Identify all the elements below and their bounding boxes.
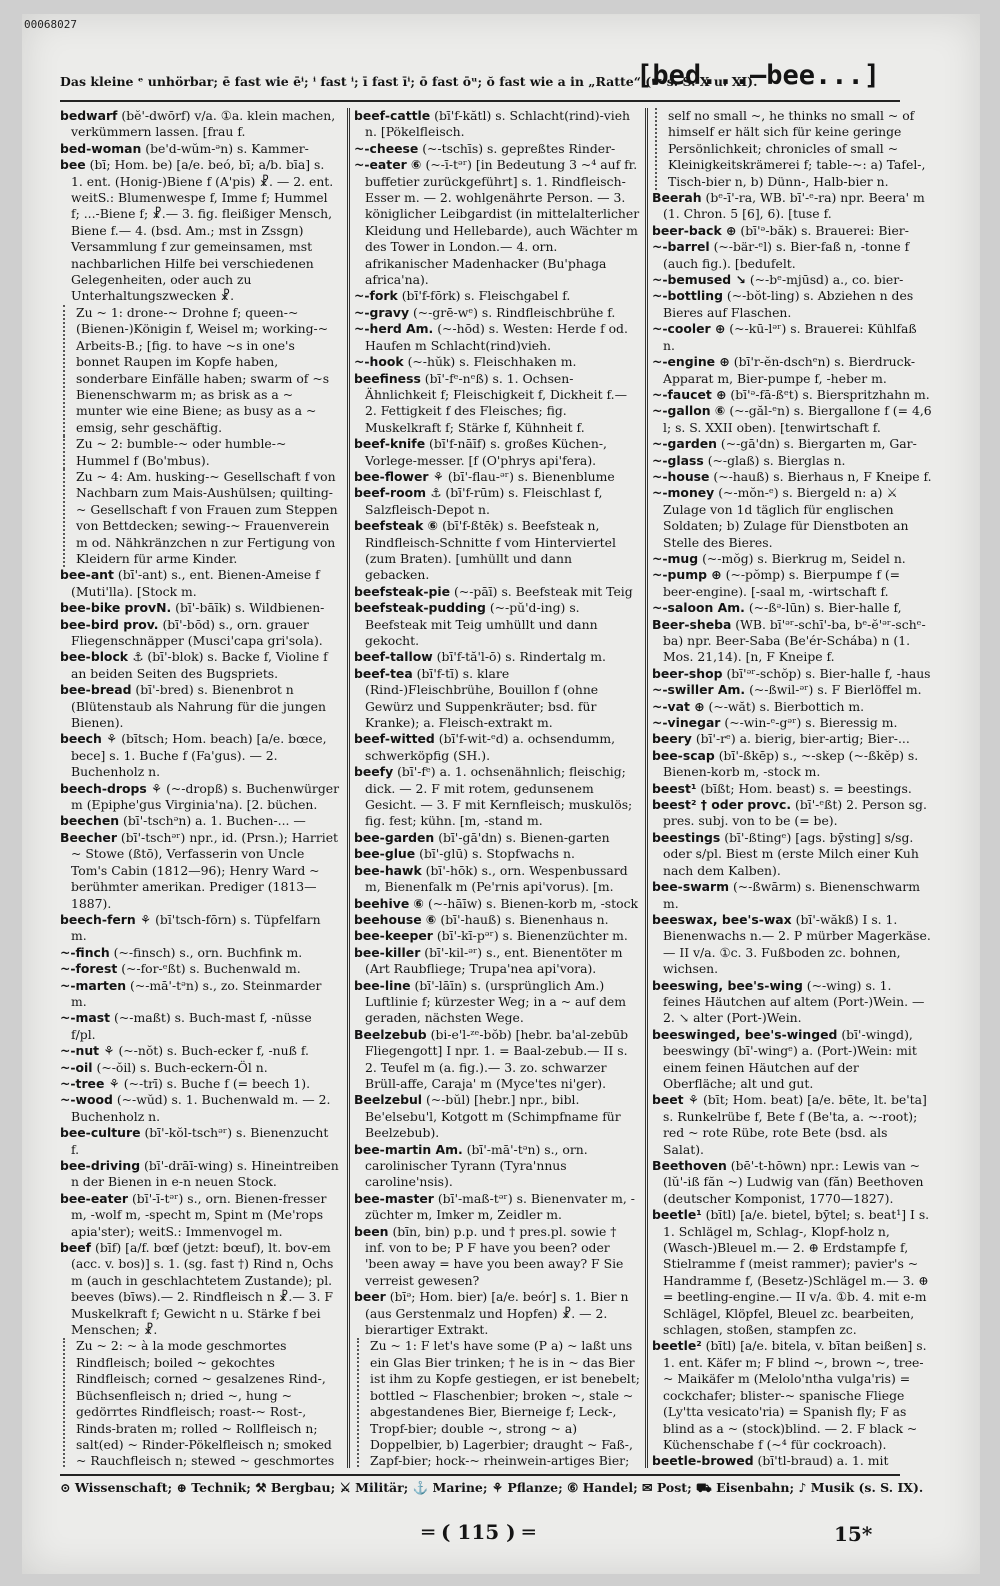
dictionary-entry: beefy (bī'-fᵉ) a. 1. ochsenähnlich; fleischig; dick. — 2. F mit rotem, gedunsenem Gesicht. — 3. F mit Kernfleisch; muskulös; fig. fest; kühn. [m, -stand m. — [354, 764, 633, 829]
headword: ~-vat ⊕ — [652, 698, 705, 714]
sub-entry: Zu ~ 2: bumble-~ oder humble-~ Hummel f (Bo'mbus). — [60, 436, 340, 469]
headword: beest¹ — [652, 780, 697, 796]
headword: ~-tree ⚘ — [60, 1075, 120, 1091]
dictionary-entry: bee-keeper (bī'-kī-pᵊʳ) s. Bienenzüchter m. — [354, 928, 628, 944]
headword: ~-garden — [652, 436, 717, 452]
headword: bee-block ⚓ — [60, 649, 144, 665]
dictionary-entry: ~-faucet ⊕ (bī'ᵊ-fā-ßᵉt) s. Bierspritzhahn m. — [652, 386, 930, 402]
dictionary-entry: beestings (bī'-ßtingᵉ) [ags. bȳsting] s/sg. oder s/pl. Biest m (erste Milch einer Kuh nach dem Kalben). — [652, 829, 919, 878]
dictionary-entry: ~-swiller Am. (~-ßwil-ᵊʳ) s. F Bierlöffel m. — [652, 682, 922, 698]
headword: bee-culture — [60, 1125, 141, 1141]
dictionary-entry: ~-barrel (~-bär-ᵉl) s. Bier-faß n, -tonne f (auch fig.). [bedufelt. — [652, 239, 910, 271]
dictionary-entry: beech-fern ⚘ (bī'tsch-fōrn) s. Tüpfelfarn m. — [60, 911, 321, 944]
dictionary-entry: bee-scap (bī'-ßkēp) s., ~-skep (~-ßkĕp) s. Bienen-korb m, -stock m. — [652, 747, 919, 780]
dictionary-entry: beetle² (bītl) [a/e. bitela, v. bītan beißen] s. 1. ent. Käfer m; F blind ~, brown ~, tree-~ Maikäfer m (Melolo'ntha vulga'ris) = cockchafer; blister-~ spanische Fliege (Ly'tta vesicato'ria) = Spanish fly; F as blind as a ~ (stock)blind. — 2. F black ~ Küchenschabe f (~⁴ für cockroach). — [652, 1338, 927, 1452]
headword: bee-line — [354, 977, 411, 993]
dictionary-entry: beehive ⑥ (~-hāīw) s. Bienen-korb m, -stock — [354, 895, 639, 911]
headword: beer-shop — [652, 665, 723, 681]
dictionary-entry: beech ⚘ (bītsch; Hom. beach) [a/e. bœce, bece] s. 1. Buche f (Fa'gus). — 2. Buchenholz n. — [60, 731, 327, 780]
dictionary-entry: ~-gallon ⑥ (~-găl-ᵉn) s. Biergallone f (= 4,6 l; s. S. XXII oben). [tenwirtschaft f. — [652, 403, 932, 435]
headword: beech-fern ⚘ — [60, 911, 152, 927]
headword: ~-engine ⊕ — [652, 354, 730, 370]
headword: beeswax, bee's-wax — [652, 911, 792, 927]
dictionary-entry: ~-cooler ⊕ (~-kū-lᵊʳ) s. Brauerei: Kühlfaß n. — [652, 321, 917, 353]
headword: beechen — [60, 813, 120, 829]
headword: ~-finch — [60, 944, 110, 960]
dictionary-entry: been (bīn, bin) p.p. und † pres.pl. sowie † inf. von to be; P F have you been? oder 'been away = have you been away? F Sie verreist gewesen? — [354, 1223, 624, 1288]
footer-rule — [60, 1474, 900, 1476]
headword: bee-swarm — [652, 879, 730, 895]
dictionary-entry: ~-vat ⊕ (~-wăt) s. Bierbottich m. — [652, 698, 865, 714]
headword: bee-bird prov. — [60, 616, 159, 632]
dictionary-entry: beef-tallow (bī'f-tă'l-ō) s. Rindertalg m. — [354, 649, 606, 665]
sub-entry: self no small ~, he thinks no small ~ of himself er hält sich für keine geringe Persönlichkeit; chronicles of small ~ Kleinigkeitskrämerei f; table-~: a) Tafel-, Tisch-bier n, b) Dünn-, Halb-bier n. — [652, 108, 932, 190]
dictionary-entry: ~-saloon Am. (~-ßᵊ-lūn) s. Bier-halle f, — [652, 600, 902, 616]
headword: ~-fork — [354, 288, 398, 304]
pronunciation-key: Das kleine ᵉ unhörbar; ē fast wie ēⁱ; ⁱ fast ⁱ; ī fast īⁱ; ō fast ōᵘ; ŏ fast wie a in „Ratte“ (☛ s. S. X u. XI). — [60, 74, 758, 89]
signature-mark: 15* — [834, 1522, 873, 1546]
dictionary-entry: ~-cheese (~-tschīs) s. gepreßtes Rinder- — [354, 140, 616, 156]
column-divider — [645, 108, 648, 1468]
dictionary-entry: beest¹ (bīßt; Hom. beast) s. = beestings. — [652, 780, 912, 796]
headword: ~-bemused ↘ — [652, 272, 746, 288]
dictionary-entry: beeswax, bee's-wax (bī'-wăkß) I s. 1. Bienenwachs n.— 2. P mürber Magerkäse.— II v/a. ①c. 3. Fußboden zc. bohnen, wichsen. — [652, 911, 931, 977]
headword: been — [354, 1223, 389, 1239]
headword: bee-driving — [60, 1158, 141, 1173]
dictionary-entry: beefiness (bī'-fᵉ-nᵉß) s. 1. Ochsen-Ähnlichkeit f; Fleischigkeit f, Dickheit f.— 2. Fettigkeit f des Fleisches; fig. Muskelkraft f; Stärke f, Kühnheit f. — [354, 370, 627, 435]
dictionary-entry: ~-fork (bī'f-fōrk) s. Fleischgabel f. — [354, 288, 571, 304]
dictionary-entry: bee-bird prov. (bī'-bōd) s., orn. grauer Fliegenschnäpper (Musci'capa gri'sola). — [60, 616, 323, 648]
dictionary-entry: bee-killer (bī'-kil-ᵊʳ) s., ent. Bienentöter m (Art Raubfliege; Trupa'nea api'vora). — [354, 944, 623, 977]
header-rule — [60, 100, 900, 102]
headword: ~-gravy — [354, 304, 410, 320]
headword: ~-herd Am. — [354, 321, 434, 337]
dictionary-entry: bee-ant (bī'-ant) s., ent. Bienen-Ameise f (Muti'lla). [Stock m. — [60, 567, 320, 599]
dictionary-entry: ~-hook (~-hŭk) s. Fleischhaken m. — [354, 354, 577, 370]
headword: Beer-sheba — [652, 616, 732, 632]
dictionary-entry: bee-culture (bī'-kŏl-tschᵊʳ) s. Bienenzucht f. — [60, 1125, 329, 1157]
dictionary-entry: ~-mug (~-mŏg) s. Bierkrug m, Seidel n. — [652, 550, 906, 566]
sub-entry: Zu ~ 4: Am. husking-~ Gesellschaft f von Nachbarn zum Mais-Aushülsen; quilting-~ Gesellschaft f von Frauen zum Steppen von Bettdecken; sewing-~ Frauenverein m od. Nähkränzchen n zur Fertigung von Kleidern für arme Kinder. — [60, 469, 340, 567]
headword: ~-cheese — [354, 140, 419, 156]
dictionary-entry: bee-martin Am. (bī'-mā'-tᵊn) s., orn. carolinischer Tyrann (Tyra'nnus caroline'nsis). — [354, 1141, 588, 1190]
dictionary-entry: beetle¹ (bītl) [a/e. bietel, bȳtel; s. beat¹] I s. 1. Schlägel m, Schlag-, Klopf-holz n, (Wasch-)Bleuel m.— 2. ⊕ Erdstampfe f, Stielramme f (meist rammer); pavier's ~ Handramme f, (Besetz-)Schlägel m.— 3. ⊕ = beetling-engine.— II v/a. ①b. 4. mit e-m Schlägel, Klöpfel, Bleuel zc. bearbeiten, schlagen, stoßen, stampfen zc. — [652, 1207, 930, 1338]
headword: ~-nut ⚘ — [60, 1043, 115, 1059]
column-2 — [354, 108, 640, 1468]
dictionary-entry: bed-woman (be'd-wŭm-ᵊn) s. Kammer- — [60, 140, 309, 156]
headword: beetle² — [652, 1338, 702, 1354]
dictionary-entry: ~-money (~-mŏn-ᵉ) s. Biergeld n: a) ⚔ Zulage von 1d täglich für englischen Soldaten; b) Zulage für Dienstboten an Stelle des Bieres. — [652, 485, 909, 550]
dictionary-entry: ~-finch (~-finsch) s., orn. Buchfink m. — [60, 944, 303, 960]
dictionary-entry: bee-glue (bī'-glū) s. Stopfwachs n. — [354, 846, 575, 862]
headword: ~-forest — [60, 961, 118, 977]
headword: ~-oil — [60, 1059, 93, 1075]
headword: ~-pump ⊕ — [652, 567, 722, 583]
headword: ~-wood — [60, 1092, 113, 1108]
dictionary-entry: ~-glass (~-glaß) s. Bierglas n. — [652, 452, 846, 468]
dictionary-entry: ~-mast (~-maßt) s. Buch-mast f, -nüsse f/pl. — [60, 1010, 312, 1042]
dictionary-entry: ~-forest (~-for-ᵉßt) s. Buchenwald m. — [60, 961, 301, 977]
sub-entry: Zu ~ 1: drone-~ Drohne f; queen-~ (Bienen-)Königin f, Weisel m; working-~ Arbeits-B.; [fig. to have ~s in one's bonnet Raupen im Kopfe haben, sonderbare Einfälle haben; swarm of ~s Bienenschwarm m; as brisk as a ~ munter wie eine Biene; as busy as a ~ emsig, sehr geschäftig. — [60, 305, 340, 436]
headword: Beethoven — [652, 1158, 727, 1173]
headword: beef-witted — [354, 731, 435, 747]
dictionary-entry: beef-knife (bī'f-nāīf) s. großes Küchen-, Vorlege-messer. [f (O'phrys api'fera). — [354, 436, 607, 468]
dictionary-entry: bee-driving (bī'-drāī-wing) s. Hineintreiben n der Bienen in e-n neuen Stock. — [60, 1158, 339, 1190]
headword: Beecher — [60, 829, 117, 845]
headword: ~-mast — [60, 1010, 111, 1026]
headword: bee-martin Am. — [354, 1141, 463, 1157]
headword: beefiness — [354, 370, 421, 386]
dictionary-entry: beer (bīᵊ; Hom. bier) [a/e. beór] s. 1. Bier n (aus Gerstenmalz und Hopfen) ☧. — 2. bierartiger Extrakt. — [354, 1289, 629, 1338]
page-number: ═ ( 115 ) ═ — [422, 1520, 535, 1544]
dictionary-entry: ~-bemused ↘ (~-bᵉ-mjūsd) a., co. bier- — [652, 272, 904, 288]
headword: bee-hawk — [354, 862, 422, 878]
dictionary-entry: Beerah (bᵉ-ī'-ra, WB. bī'-ᵉ-ra) npr. Beera' m (1. Chron. 5 [6], 6). [tuse f. — [652, 190, 925, 222]
columns — [60, 108, 932, 1468]
headword: beef-tallow — [354, 649, 433, 665]
headword: beefsteak-pudding — [354, 600, 486, 616]
dictionary-entry: ~-bottling (~-bŏt-ling) s. Abziehen n des Bieres auf Flaschen. — [652, 288, 914, 320]
dictionary-entry: Beelzebul (~-bŭl) [hebr.] npr., bibl. Be'elsebu'l, Kotgott m (Schimpfname für Beelzebub). — [354, 1092, 621, 1141]
dictionary-entry: ~-pump ⊕ (~-pŏmp) s. Bierpumpe f (= beer-engine). [-saal m, -wirtschaft f. — [652, 567, 901, 599]
headword: beeswinged, bee's-winged — [652, 1026, 838, 1042]
headword: beer-back ⊕ — [652, 222, 737, 238]
sub-entry: Zu ~ 1: F let's have some (P a) ~ laßt uns ein Glas Bier trinken; † he is in ~ das Bier ist ihm zu Kopfe gestiegen, er ist benebelt; bottled ~ Flaschenbier; broken ~, stale ~ abgestandenes Bier, Bierneige f; Leck-, Tropf-bier; double ~, strong ~ a) Doppelbier, b) Lagerbier; draught ~ Faß-, Zapf-bier; hock-~ rheinwein-artiges Bier; — [354, 1338, 640, 1468]
headword: ~-cooler ⊕ — [652, 321, 726, 337]
headword: bee-master — [354, 1190, 434, 1206]
headword: beet ⚘ — [652, 1092, 700, 1108]
headword: beeswing, bee's-wing — [652, 977, 803, 993]
headword: bee — [60, 157, 86, 173]
headword: beest² † oder provc. — [652, 797, 792, 813]
headword: bed-woman — [60, 140, 142, 156]
headword: ~-swiller Am. — [652, 682, 746, 698]
dictionary-entry: bee-block ⚓ (bī'-blok) s. Backe f, Violine f an beiden Seiten des Bugspriets. — [60, 649, 328, 681]
headword: bedwarf — [60, 108, 118, 123]
dictionary-entry: beef-tea (bī'f-tī) s. klare (Rind-)Fleischbrühe, Bouillon f (ohne Gewürz und Suppenkräuter; bsd. für Kranke); a. Fleisch-extrakt m. — [354, 665, 599, 731]
headword: ~-vinegar — [652, 715, 721, 731]
dictionary-entry: bee-bike provN. (bī'-bāīk) s. Wildbienen- — [60, 600, 325, 616]
dictionary-entry: beechen (bī'-tschᵊn) a. 1. Buchen-... — — [60, 813, 306, 829]
dictionary-entry: ~-engine ⊕ (bī'r-ĕn-dschᵉn) s. Bierdruck-Apparat m, Bier-pumpe f, -heber m. — [652, 354, 916, 386]
headword: beef-knife — [354, 436, 426, 452]
headword: ~-saloon Am. — [652, 600, 745, 616]
headword: bee-glue — [354, 846, 416, 862]
headword: beef-cattle — [354, 108, 431, 123]
dictionary-entry: ~-herd Am. (~-hōd) s. Westen: Herde f od. Haufen m Schlacht(rind)vieh. — [354, 321, 628, 353]
headword: ~-faucet ⊕ — [652, 386, 727, 402]
dictionary-entry: ~-vinegar (~-win-ᵉ-gᵊʳ) s. Bieressig m. — [652, 715, 898, 731]
dictionary-entry: beer-shop (bī'ᵊʳ-schŏp) s. Bier-halle f, -haus — [652, 665, 931, 681]
headword: beehive ⑥ — [354, 895, 425, 911]
headword: bee-bike provN. — [60, 600, 172, 616]
dictionary-entry: beest² † oder provc. (bī'-ᵉßt) 2. Person sg. pres. subj. von to be (= be). — [652, 797, 927, 829]
headword: beehouse ⑥ — [354, 911, 437, 927]
headword: beery — [652, 731, 692, 747]
symbol-legend: ⊙ Wissenschaft; ⊕ Technik; ⚒ Bergbau; ⚔ Militär; ⚓ Marine; ⚘ Pflanze; ⑥ Handel; ✉ Post; ⛟ Eisenbahn; ♪ Musik (s. S. IX). — [60, 1480, 924, 1495]
headword: beefsteak ⑥ — [354, 518, 439, 534]
dictionary-entry: ~-house (~-hauß) s. Bierhaus n, F Kneipe f. — [652, 468, 932, 484]
dictionary-entry: bee-eater (bī'-ī-tᵊʳ) s., orn. Bienen-fresser m, -wolf m, -specht m, Spint m (Me'rops apia'ster); weitS.: Immenvogel m. — [60, 1190, 327, 1239]
dictionary-entry: ~-oil (~-ŏil) s. Buch-eckern-Öl n. — [60, 1059, 268, 1075]
headword: ~-money — [652, 485, 715, 501]
dictionary-entry: bee-line (bī'-lāīn) s. (ursprünglich Am.) Luftlinie f; kürzester Weg; in a ~ auf dem geraden, nächsten Wege. — [354, 977, 626, 1026]
dictionary-entry: beefsteak ⑥ (bī'f-ßtēk) s. Beefsteak n, Rindfleisch-Schnitte f vom Hinterviertel (zum Braten). [umhüllt und dann gebacken. — [354, 518, 616, 583]
headword: beef-tea — [354, 665, 413, 681]
dictionary-entry: beery (bī'-rᵉ) a. bierig, bier-artig; Bier-... — [652, 731, 910, 747]
dictionary-entry: Beethoven (bē'-t-hōwn) npr.: Lewis van ~ (lŭ'-iß făn ~) Ludwig van (făn) Beethoven (deutscher Komponist, 1770—1827). — [652, 1158, 924, 1206]
headword: ~-hook — [354, 354, 404, 370]
dictionary-entry: beet ⚘ (bīt; Hom. beat) [a/e. bēte, lt. be'ta] s. Runkelrübe f, Bete f (Be'ta, a. ~-root); red ~ rote Rübe, rote Bete (bsd. als Salat). — [652, 1092, 927, 1157]
dictionary-entry: ~-gravy (~-grē-wᵉ) s. Rindfleischbrühe f. — [354, 304, 616, 320]
headword: bee-garden — [354, 829, 435, 845]
dictionary-entry: bee (bī; Hom. be) [a/e. beó, bī; a/b. bīa] s. 1. ent. (Honig-)Biene f (A'pis) ☧. — 2. ent. weitS.: Blumenwespe f, Imme f; Hummel f; ...-Biene f; ☧.— 3. fig. fleißiger Mensch, Biene f.— 4. (bsd. Am.; mst in Zssgn) Versammlung f zur gemeinsamen, mst nachbarlichen Hilfe bei verschiedenen Gelegenheiten, oder auch zu Unterhaltungszwecken ☧. — [60, 157, 334, 304]
column-3 — [652, 108, 932, 1468]
headword: beefy — [354, 764, 394, 780]
headword: beetle¹ — [652, 1207, 702, 1223]
dictionary-entry: beef (bīf) [a/f. bœf (jetzt: bœuf), lt. bov-em (acc. v. bos)] s. 1. (sg. fast †) Rind n, Ochs m (auch in geschlachtetem Zustande); pl. beeves (bīws).— 2. Rindfleisch n ☧.— 3. F Muskelkraft f; Gewicht n u. Stärke f bei Menschen; ☧. — [60, 1240, 334, 1338]
headword: bee-ant — [60, 567, 114, 583]
dictionary-entry: beef-witted (bī'f-wit-ᵉd) a. ochsendumm, schwerköpfig (SH.). — [354, 731, 616, 763]
column-divider — [347, 108, 350, 1468]
guide-words: [bed...—bee...] — [636, 60, 880, 91]
headword: bee-keeper — [354, 928, 433, 944]
dictionary-entry: bee-bread (bī'-bred) s. Bienenbrot n (Blütenstaub als Nahrung für die jungen Bienen). — [60, 682, 327, 731]
dictionary-entry: ~-marten (~-mā'-tᵊn) s., zo. Steinmarder m. — [60, 977, 322, 1009]
dictionary-entry: bee-master (bī'-maß-tᵊʳ) s. Bienenvater m, -züchter m, Imker m, Zeidler m. — [354, 1190, 635, 1223]
headword: beestings — [652, 829, 721, 845]
dictionary-entry: beef-cattle (bī'f-kătl) s. Schlacht(rind)-vieh n. [Pökelfleisch. — [354, 108, 631, 140]
sub-entry: Zu ~ 2: ~ à la mode geschmortes Rindfleisch; boiled ~ gekochtes Rindfleisch; corned ~ gesalzenes Rind-, Büchsenfleisch n; dried ~, hung ~ gedörrtes Rindfleisch; roast-~ Rost-, Rinds-braten m; rolled ~ Rollfleisch n; salt(ed) ~ Rinder-Pökelfleisch n; smoked ~ Rauchfleisch n; stewed ~ geschmortes — [60, 1338, 340, 1468]
dictionary-entry: ~-tree ⚘ (~-trī) s. Buche f (= beech 1). — [60, 1075, 311, 1091]
dictionary-entry: beeswing, bee's-wing (~-wing) s. 1. feines Häutchen auf altem (Port-)Wein. — 2. ↘ alter (Port-)Wein. — [652, 977, 925, 1026]
headword: ~-house — [652, 468, 710, 484]
dictionary-entry: beeswinged, bee's-winged (bī'-wingd), beeswingy (bī'-wingᵉ) a. (Port-)Wein: mit einem feinen Häutchen auf der Oberfläche; alt und gut. — [652, 1026, 917, 1091]
headword: ~-marten — [60, 977, 127, 993]
headword: Beelzebul — [354, 1092, 423, 1108]
dictionary-entry: ~-eater ⑥ (~-ī-tᵊʳ) [in Bedeutung 3 ~⁴ auf fr. buffetier zurückgeführt] s. 1. Rindfleisch-Esser m. — 2. wohlgenährte Person. — 3. königlicher Leibgardist (in mittelalterlicher Kleidung und Hellebarde), auch Wächter m des Tower in London.— 4. orn. afrikanischer Madenhacker (Bu'phaga africa'na). — [354, 157, 640, 288]
dictionary-entry: bee-garden (bī'-gā'dn) s. Bienen-garten — [354, 829, 610, 845]
dictionary-entry: beefsteak-pie (~-pāī) s. Beefsteak mit Teig — [354, 583, 633, 599]
headword: Beerah — [652, 190, 702, 206]
headword: beef-room ⚓ — [354, 485, 442, 501]
column-1 — [60, 108, 340, 1468]
headword: bee-killer — [354, 944, 421, 960]
headword: beech-drops ⚘ — [60, 780, 163, 796]
headword: beech ⚘ — [60, 731, 118, 747]
dictionary-entry: beehouse ⑥ (bī'-hauß) s. Bienenhaus n. — [354, 911, 609, 927]
dictionary-entry: Beecher (bī'-tschᵊʳ) npr., id. (Prsn.); Harriet ~ Stowe (ßtō), Verfasserin von Uncle Tom's Cabin (1812—96); Henry Ward ~ berühmter amerikan. Prediger (1813—1887). — [60, 829, 339, 911]
headword: bee-eater — [60, 1190, 129, 1206]
dictionary-entry: beefsteak-pudding (~-pŭ'd-ing) s. Beefsteak mit Teig umhüllt und dann gekocht. — [354, 600, 598, 648]
dictionary-entry: bee-swarm (~-ßwārm) s. Bienenschwarm m. — [652, 879, 920, 911]
headword: ~-gallon ⑥ — [652, 403, 726, 419]
dictionary-entry: beer-back ⊕ (bī'ᵊ-băk) s. Brauerei: Bier- — [652, 222, 909, 238]
plate-id: 00068027 — [24, 18, 77, 31]
dictionary-entry: beetle-browed (bī'tl-braud) a. 1. mit — [652, 1453, 889, 1468]
headword: ~-glass — [652, 452, 704, 468]
dictionary-entry: Beelzebub (bi-e'l-ᶻᵉ-bŏb) [hebr. ba'al-zebūb Fliegengott] I npr. 1. = Baal-zebub.— II s. 2. Teufel m (a. fig.).— 3. zo. schwarzer Brüll-affe, Caraja' m (Myce'tes ni'ger). — [354, 1026, 629, 1091]
dictionary-entry: bedwarf (bĕ'-dwōrf) v/a. ①a. klein machen, verkümmern lassen. [frau f. — [60, 108, 336, 140]
headword: bee-scap — [652, 747, 715, 763]
dictionary-entry: beech-drops ⚘ (~-dropß) s. Buchenwürger m (Epiphe'gus Virginia'na). [2. büchen. — [60, 780, 340, 813]
dictionary-entry: ~-wood (~-wŭd) s. 1. Buchenwald m. — 2. Buchenholz n. — [60, 1092, 331, 1124]
headword: beetle-browed — [652, 1453, 754, 1468]
dictionary-entry: beef-room ⚓ (bī'f-rūm) s. Fleischlast f, Salzfleisch-Depot n. — [354, 485, 603, 517]
dictionary-entry: ~-garden (~-gā'dn) s. Biergarten m, Gar- — [652, 436, 917, 452]
headword: ~-mug — [652, 550, 699, 566]
dictionary-entry: ~-nut ⚘ (~-nŏt) s. Buch-ecker f, -nuß f. — [60, 1043, 309, 1059]
dictionary-entry: Beer-sheba (WB. bī'ᵊʳ-schī'-ba, bᵉ-ĕ'ᵊʳ-schᵉ-ba) npr. Beer-Saba (Be'ér-Schába) n (1. Mos. 21,14). [n, F Kneipe f. — [652, 616, 926, 665]
headword: ~-eater ⑥ — [354, 157, 422, 173]
headword: beef — [60, 1240, 92, 1256]
dictionary-entry: bee-flower ⚘ (bī'-flau-ᵊʳ) s. Bienenblume — [354, 468, 615, 484]
headword: bee-flower ⚘ — [354, 468, 444, 484]
headword: ~-barrel — [652, 239, 710, 255]
headword: beer — [354, 1289, 386, 1305]
headword: beefsteak-pie — [354, 583, 451, 599]
headword: ~-bottling — [652, 288, 723, 304]
headword: bee-bread — [60, 682, 132, 698]
dictionary-entry: bee-hawk (bī'-hōk) s., orn. Wespenbussard m, Bienenfalk m (Pe'rnis api'vorus). [m. — [354, 862, 628, 895]
headword: Beelzebub — [354, 1026, 427, 1042]
dictionary-page — [22, 14, 980, 1574]
